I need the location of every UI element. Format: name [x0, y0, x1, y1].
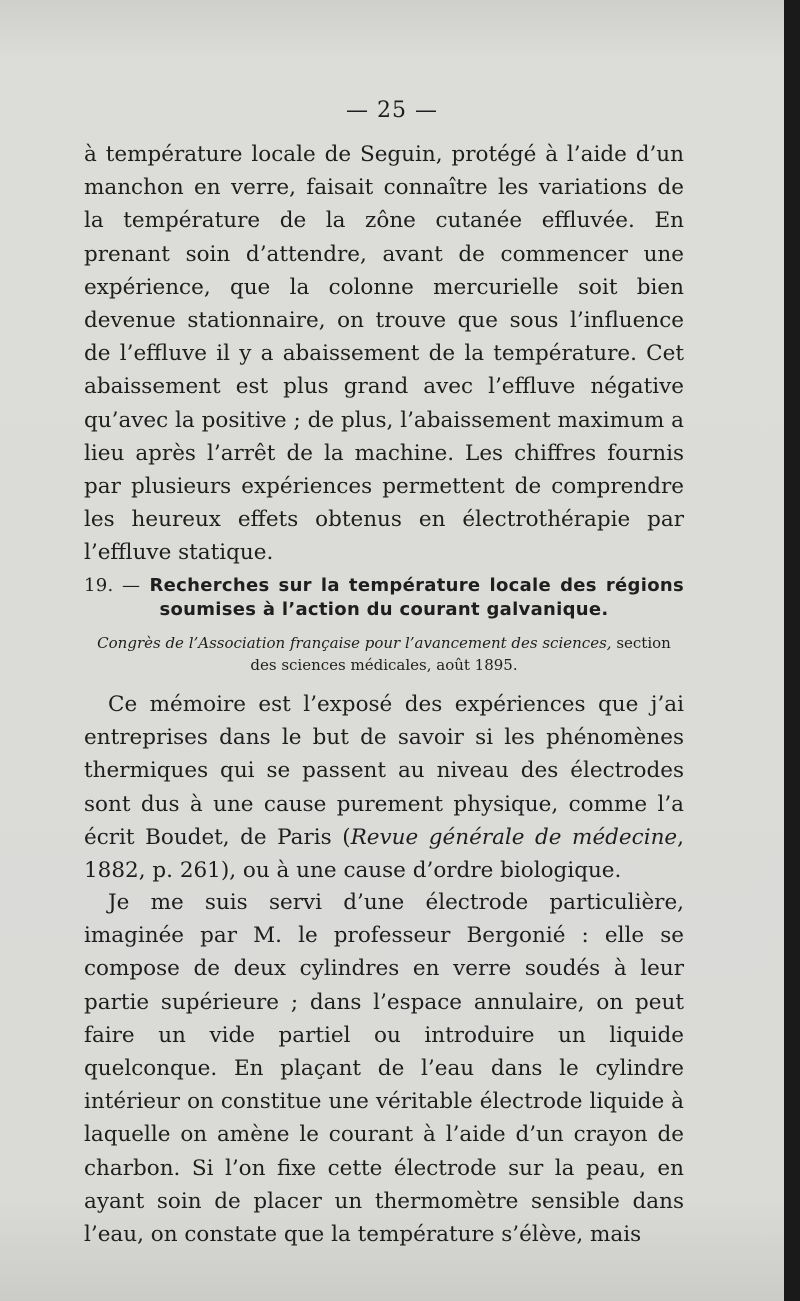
paragraph-electrode — [84, 886, 684, 1251]
citation — [84, 632, 684, 676]
paragraph-text-end: , 1882, p. 261), ou à une cause d’ordre biologique. — [84, 824, 684, 884]
paragraph-text-start: Ce mémoire est l’exposé des expériences que j’ai entreprises dans le but de savoir si les phénomènes thermiques qui se passent au niveau des électrodes sont dus à une cause purement physique, comme l’a écrit Boudet, de Paris ( — [84, 692, 684, 850]
citation-source: Congrès de l’Association française pour l’avancement des sciences, — [97, 634, 612, 652]
citation-detail: section des sciences médicales, août 1895. — [250, 634, 671, 674]
paragraph-text: Je me suis servi d’une électrode particulière, imaginée par M. le professeur Bergonié : elle se compose de deux cylindres en verre soudés à leur partie supérieure ; dans l’espace annulaire, on peut faire un vide partiel ou introduire un liquide quelconque. En plaçant de l’eau dans le cylindre intérieur on constitue une véritable électrode liquide à laquelle on amène le courant à l’aide d’un crayon de charbon. Si l’on fixe cette électrode sur la peau, en ayant soin de placer un thermomètre sensible dans l’eau, on constate que la température s’élève, mais — [84, 890, 684, 1248]
section-heading-line1 — [84, 574, 684, 598]
section-heading — [84, 574, 684, 622]
section-title-part1: Recherches sur la température locale des régions — [149, 575, 684, 596]
page-number: — 25 — — [346, 98, 438, 123]
paragraph-text: à température locale de Seguin, protégé à l’aide d’un manchon en verre, faisait connaître les variations de la température de la zône cutanée effluvée. En prenant soin d’attendre, avant de commencer une expérience, que la colonne mercurielle soit bien devenue stationnaire, on trouve que sous l’influence de l’effluve il y a abaissement de la température. Cet abaissement est plus grand avec l’effluve négative qu’avec la positive ; de plus, l’abaissement maximum a lieu après l’arrêt de la machine. Les chiffres fournis par plusieurs expériences permettent de comprendre les heureux effets obtenus en électrothérapie par l’effluve statique. — [84, 142, 684, 566]
paragraph-continuation — [84, 138, 684, 570]
section-number: 19. — — [84, 575, 141, 596]
paragraph-memoire — [84, 688, 684, 887]
journal-title: Revue générale de médecine — [350, 824, 678, 850]
paragraph-text — [84, 688, 684, 887]
section-heading-line2: soumises à l’action du courant galvanique. — [159, 599, 609, 620]
